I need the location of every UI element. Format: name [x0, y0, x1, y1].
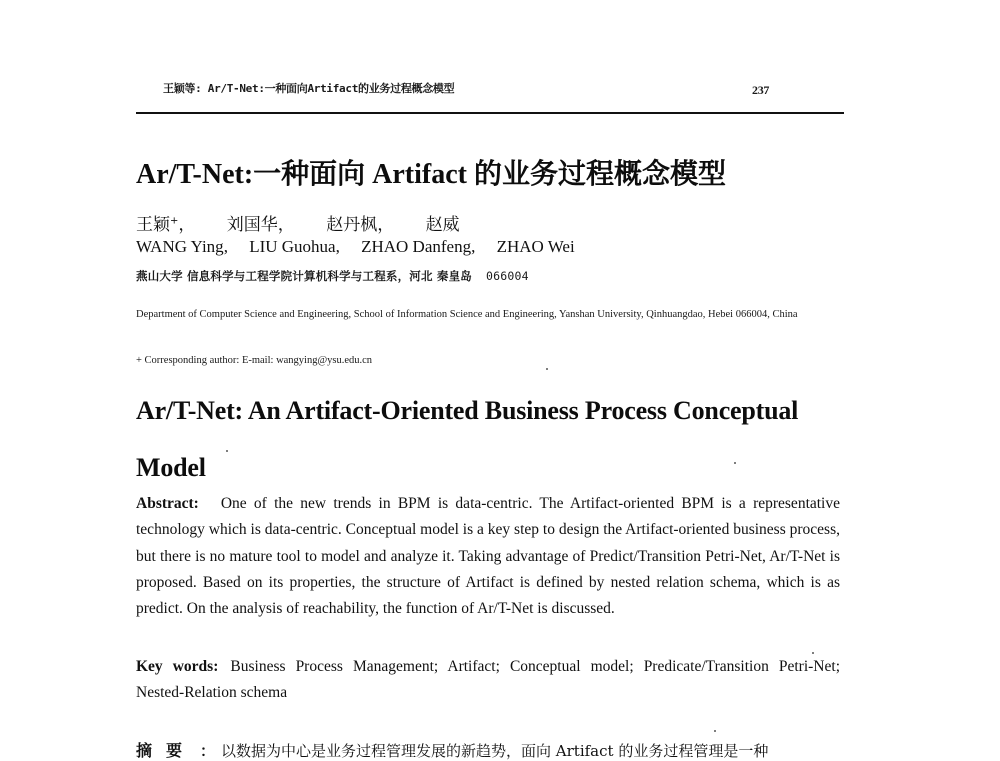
author-cn	[136, 215, 195, 235]
title-chinese: Ar/T-Net:一种面向 Artifact 的业务过程概念模型	[136, 159, 726, 190]
author-en	[249, 237, 340, 256]
affiliation-chinese	[136, 268, 529, 284]
author-separator: ,	[471, 237, 476, 256]
page-number: 237	[752, 83, 770, 97]
author-separator: ,	[223, 237, 228, 256]
corresponding-author: + Corresponding author: E-mail: wangying@ysu.edu.cn	[136, 355, 373, 366]
author-cn	[426, 215, 460, 235]
abstract-cn-label: 摘要	[136, 741, 197, 760]
author-en	[136, 237, 228, 256]
author-name: LIU Guohua	[249, 237, 336, 256]
author-cn	[227, 215, 295, 235]
header-rule	[136, 112, 844, 114]
abstract-cn-text: 以数据为中心是业务过程管理发展的新趋势，面向 Artifact 的业务过程管理是一种	[221, 742, 769, 760]
author-name: ZHAO Danfeng	[361, 237, 472, 256]
author-en	[361, 237, 475, 256]
abstract-label: Abstract:	[136, 495, 199, 512]
author-name: 赵威	[425, 215, 460, 235]
scan-speck	[546, 368, 548, 370]
corresponding-mark: +	[170, 215, 179, 227]
running-header-title: 王颖等: Ar/T-Net:一种面向Artifact的业务过程概念模型	[163, 82, 455, 95]
authors-chinese	[136, 210, 486, 235]
author-separator: ，	[277, 215, 295, 235]
authors-english	[136, 237, 592, 257]
author-name: 刘国华	[226, 215, 278, 235]
author-name: 赵丹枫	[326, 215, 378, 235]
author-separator: ，	[178, 215, 196, 235]
abstract-english	[136, 491, 840, 622]
scan-speck	[714, 730, 716, 732]
title-english: Ar/T-Net: An Artifact-Oriented Business Process Conceptual Model	[136, 396, 799, 482]
keywords-text: Business Process Management; Artifact; Conceptual model; Predicate/Transition Petri-Net; Nested-Relation schema	[136, 658, 840, 701]
abstract-chinese	[136, 738, 848, 761]
abstract-cn-colon: ：	[200, 742, 216, 760]
abstract-text: One of the new trends in BPM is data-centric. The Artifact-oriented BPM is a representative technology which is data-centric. Conceptual model is a key step to design the Artifact-oriented business process, but there is no mature tool to model and analyze it. Taking advantage of Predict/Transition Petri-Net, Ar/T-Net is proposed. Based on its properties, the structure of Artifact is defined by nested relation schema, which is as predict. On the analysis of reachability, the function of Ar/T-Net is discussed.	[136, 495, 840, 618]
keywords-label: Key words:	[136, 658, 219, 675]
author-name: WANG Ying	[136, 237, 224, 256]
affiliation-english: Department of Computer Science and Engineering, School of Information Science and Engineering, Yanshan University, Qinhuangdao, Hebei 066004, China	[136, 309, 798, 320]
author-separator: ,	[335, 237, 340, 256]
scan-speck	[226, 450, 228, 452]
scan-speck	[812, 652, 814, 654]
keywords-english	[136, 654, 840, 706]
author-separator: ，	[377, 215, 395, 235]
author-en	[497, 237, 575, 256]
postcode: 066004	[486, 269, 529, 283]
running-header	[163, 80, 823, 100]
author-name: 王颖	[136, 215, 170, 235]
affiliation-chinese-text: 燕山大学 信息科学与工程学院计算机科学与工程系，河北 秦皇岛	[136, 269, 473, 283]
author-name: ZHAO Wei	[496, 237, 575, 256]
scan-speck	[734, 462, 736, 464]
author-cn	[326, 215, 394, 235]
